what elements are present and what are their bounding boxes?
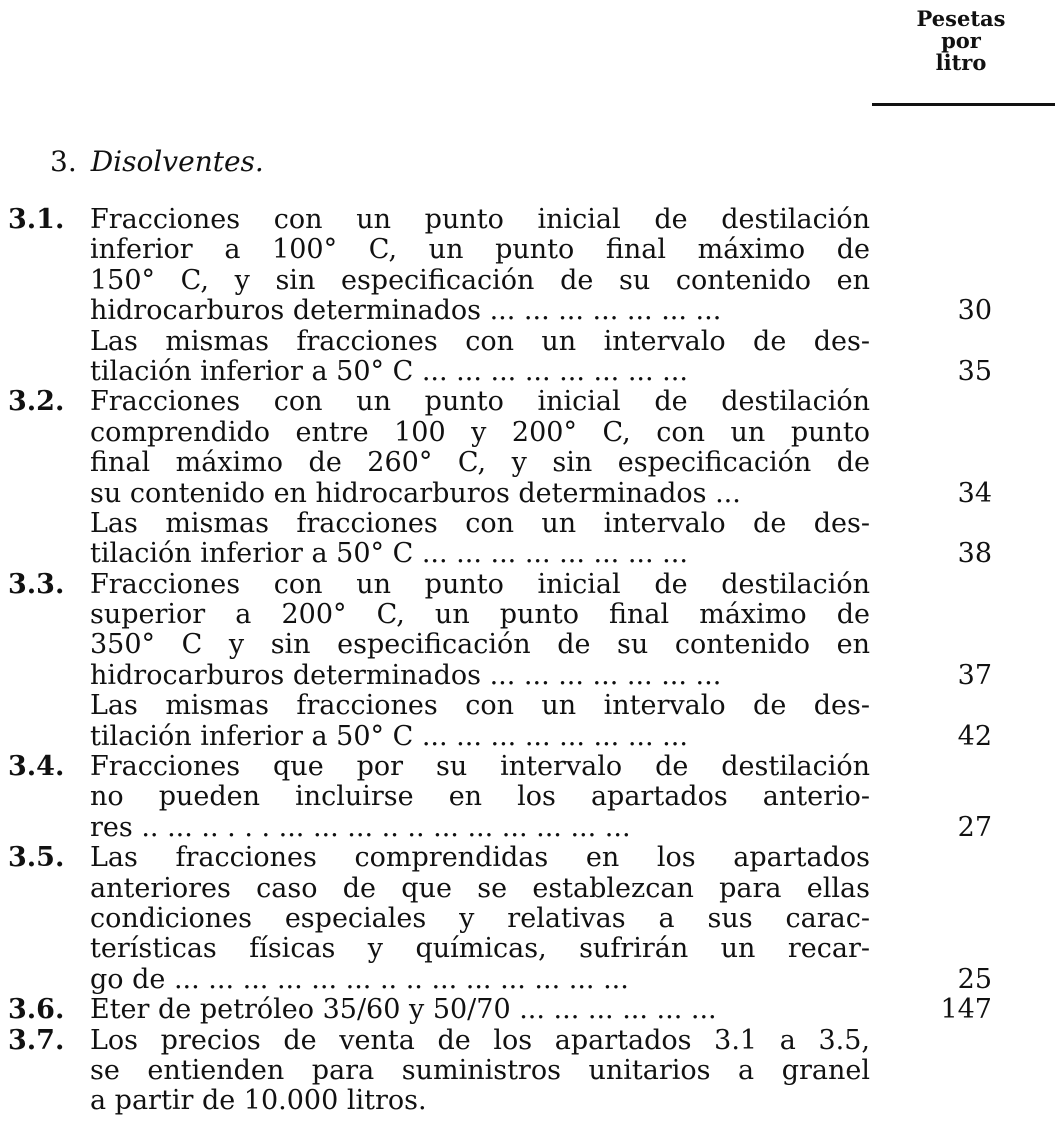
item-text: res .. ... .. . . . ... ... ... .. .. ... ... ... ... ... ... xyxy=(90,811,631,843)
item-number: 3.7. xyxy=(8,1024,65,1056)
item-number: 3.6. xyxy=(8,994,65,1026)
column-header-line: litro xyxy=(935,50,987,75)
text-line xyxy=(0,235,1055,265)
text-line xyxy=(0,661,1055,691)
item-text: Eter de petróleo 35/60 y 50/70 ... ... ... ... ... ... xyxy=(90,994,717,1026)
item-text: terísticas físicas y químicas, sufrirán un recar- xyxy=(90,933,870,965)
item-price: 37 xyxy=(957,659,992,691)
item-number: 3.5. xyxy=(8,842,65,874)
item-text: anteriores caso de que se establezcan para ellas xyxy=(90,872,870,904)
section-title: Disolventes. xyxy=(90,145,264,178)
text-line xyxy=(0,934,1055,964)
item-number: 3.3. xyxy=(8,568,65,600)
item-number: 3.2. xyxy=(8,386,65,418)
item-text: Fracciones con un punto inicial de destilación xyxy=(90,204,870,235)
text-line xyxy=(0,1026,1055,1056)
text-line xyxy=(0,357,1055,387)
item-text: 350° C y sin especificación de su contenido en xyxy=(90,629,870,661)
text-line xyxy=(0,327,1055,357)
text-line xyxy=(0,205,1055,235)
item-price: 35 xyxy=(957,355,992,387)
item-text: comprendido entre 100 y 200° C, con un punto xyxy=(90,416,870,448)
text-line xyxy=(0,995,1055,1025)
item-text: hidrocarburos determinados ... ... ... ... ... ... ... xyxy=(90,295,722,327)
text-line xyxy=(0,448,1055,478)
text-line xyxy=(0,782,1055,812)
item-price: 38 xyxy=(957,538,992,570)
item-text: Los precios de venta de los apartados 3.1 a 3.5, xyxy=(90,1024,870,1056)
item-text: hidrocarburos determinados ... ... ... ... ... ... ... xyxy=(90,659,722,691)
text-line xyxy=(0,266,1055,296)
text-line xyxy=(0,752,1055,782)
column-header-line: Pesetas xyxy=(916,6,1006,31)
section-heading xyxy=(50,145,264,178)
column-header-line: por xyxy=(941,28,981,53)
item-text: Las fracciones comprendidas en los apartados xyxy=(90,842,870,874)
item-text: Las mismas fracciones con un intervalo de des- xyxy=(90,507,870,539)
text-line xyxy=(0,600,1055,630)
item-text: Fracciones con un punto inicial de destilación xyxy=(90,568,870,600)
text-line xyxy=(0,630,1055,660)
item-text: Fracciones con un punto inicial de destilación xyxy=(90,386,870,418)
item-price: 30 xyxy=(957,295,992,327)
item-text: tilación inferior a 50° C ... ... ... ... ... ... ... ... xyxy=(90,538,688,570)
text-line xyxy=(0,479,1055,509)
text-line xyxy=(0,874,1055,904)
item-text: no pueden incluirse en los apartados anterio- xyxy=(90,781,870,813)
text-line xyxy=(0,539,1055,569)
text-line xyxy=(0,509,1055,539)
text-line xyxy=(0,813,1055,843)
text-line xyxy=(0,965,1055,995)
text-line xyxy=(0,296,1055,326)
item-text: tilación inferior a 50° C ... ... ... ... ... ... ... ... xyxy=(90,720,688,752)
text-line xyxy=(0,387,1055,417)
item-text: su contenido en hidrocarburos determinados ... xyxy=(90,477,741,509)
item-text: Las mismas fracciones con un intervalo de des- xyxy=(90,690,870,722)
item-text: se entienden para suministros unitarios a granel xyxy=(90,1054,870,1086)
column-header xyxy=(906,8,1016,74)
item-text: condiciones especiales y relativas a sus carac- xyxy=(90,902,870,934)
item-price: 27 xyxy=(957,811,992,843)
text-line xyxy=(0,722,1055,752)
text-line xyxy=(0,1056,1055,1086)
item-price: 25 xyxy=(957,963,992,995)
item-text: go de ... ... ... ... ... ... .. .. ... ... ... ... ... ... xyxy=(90,963,629,995)
item-text: inferior a 100° C, un punto final máximo de xyxy=(90,234,870,266)
text-line xyxy=(0,1086,1055,1116)
item-text: Fracciones que por su intervalo de destilación xyxy=(90,751,870,783)
text-line xyxy=(0,418,1055,448)
item-text: Las mismas fracciones con un intervalo de des- xyxy=(90,325,870,357)
item-price: 42 xyxy=(957,720,992,752)
text-line xyxy=(0,904,1055,934)
item-number: 3.1. xyxy=(8,204,65,235)
item-text: 150° C, y sin especificación de su contenido en xyxy=(90,264,870,296)
item-text: superior a 200° C, un punto final máximo de xyxy=(90,599,870,631)
text-line xyxy=(0,570,1055,600)
item-number: 3.4. xyxy=(8,751,65,783)
header-rule xyxy=(872,103,1055,106)
item-text: a partir de 10.000 litros. xyxy=(90,1085,427,1117)
section-number: 3. xyxy=(50,145,77,178)
price-list xyxy=(0,205,1055,1117)
item-price: 34 xyxy=(957,477,992,509)
item-text: tilación inferior a 50° C ... ... ... ... ... ... ... ... xyxy=(90,355,688,387)
item-text: final máximo de 260° C, y sin especificación de xyxy=(90,447,870,479)
text-line xyxy=(0,843,1055,873)
item-price: 147 xyxy=(940,994,992,1026)
text-line xyxy=(0,691,1055,721)
